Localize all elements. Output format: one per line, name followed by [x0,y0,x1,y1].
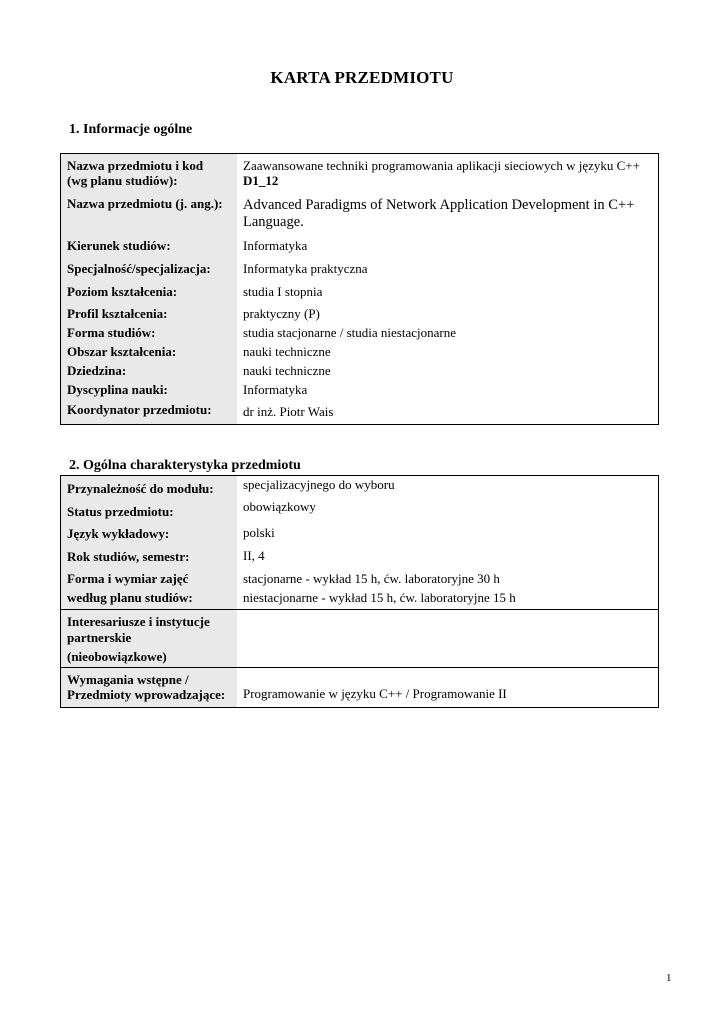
value-language: polski [243,525,275,540]
label-course-name-code-line1: Nazwa przedmiotu i kod [67,158,204,173]
value-domain: nauki techniczne [243,363,331,378]
value-course-code: D1_12 [243,173,279,188]
value-education-profile: praktyczny (P) [243,306,320,321]
label-language: Język wykładowy: [67,526,170,541]
label-field-of-study: Kierunek studiów: [67,238,171,253]
label-partners-line3: (nieobowiązkowe) [67,649,167,664]
value-discipline: Informatyka [243,382,308,397]
label-education-profile: Profil kształcenia: [67,306,168,321]
label-education-area: Obszar kształcenia: [67,344,177,359]
section-1-heading: 1. Informacje ogólne [69,122,193,137]
label-class-form-line2: według planu studiów: [67,590,193,605]
value-education-level: studia I stopnia [243,284,323,299]
value-specialization: Informatyka praktyczna [243,261,368,276]
value-education-area: nauki techniczne [243,344,331,359]
value-course-name-en-line1: Advanced Paradigms of Network Application Development in C++ [243,197,635,213]
label-partners-line1: Interesariusze i instytucje [67,614,210,629]
label-year-semester: Rok studiów, semestr: [67,549,190,564]
value-field-of-study: Informatyka [243,238,308,253]
label-module: Przynależność do modułu: [67,481,214,496]
label-class-form-line1: Forma i wymiar zajęć [67,571,189,586]
page-number: 1 [666,972,672,984]
row-divider [60,609,659,610]
label-coordinator: Koordynator przedmiotu: [67,402,212,417]
document-title: KARTA PRZEDMIOTU [270,68,454,87]
label-study-form: Forma studiów: [67,325,156,340]
value-class-form-parttime: niestacjonarne - wykład 15 h, ćw. laboratoryjne 15 h [243,590,516,605]
label-prerequisites-line2: Przedmioty wprowadzające: [67,687,226,702]
label-course-name-en: Nazwa przedmiotu (j. ang.): [67,196,223,211]
label-education-level: Poziom kształcenia: [67,284,178,299]
label-course-status: Status przedmiotu: [67,504,174,519]
value-coordinator: dr inż. Piotr Wais [243,404,334,419]
value-course-name-en-line2: Language. [243,214,304,230]
label-partners-line2: partnerskie [67,630,132,645]
label-course-name-code-line2: (wg planu studiów): [67,173,178,188]
value-class-form-fulltime: stacjonarne - wykład 15 h, ćw. laboratoryjne 30 h [243,571,500,586]
row-divider [60,667,659,668]
value-study-form: studia stacjonarne / studia niestacjonarne [243,325,456,340]
section-2-heading: 2. Ogólna charakterystyka przedmiotu [69,458,301,473]
label-prerequisites-line1: Wymagania wstępne / [67,672,189,687]
value-course-status: obowiązkowy [243,499,316,514]
value-module: specjalizacyjnego do wyboru [243,477,395,492]
label-discipline: Dyscyplina nauki: [67,382,168,397]
value-year-semester: II, 4 [243,548,265,563]
value-prerequisites: Programowanie w języku C++ / Programowanie II [243,686,507,701]
value-course-name: Zaawansowane techniki programowania aplikacji sieciowych w języku C++ [243,158,640,173]
label-specialization: Specjalność/specjalizacja: [67,261,211,276]
label-domain: Dziedzina: [67,363,127,378]
